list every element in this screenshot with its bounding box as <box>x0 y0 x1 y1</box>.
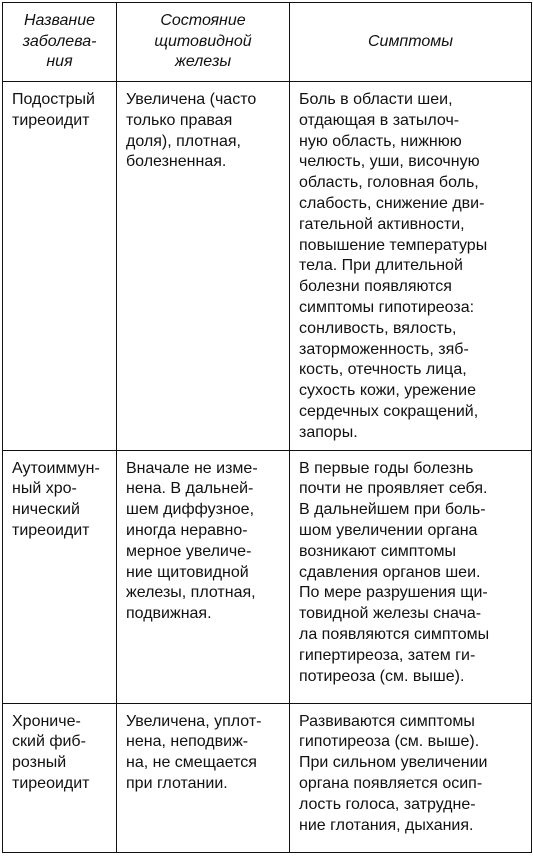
table-row <box>3 450 532 703</box>
table-row <box>3 82 532 451</box>
cell-gland-state: Увеличена (часто только правая доля), плотная, болезненная. <box>117 82 290 451</box>
table-row <box>3 703 532 852</box>
cell-symptoms: В первые годы болезнь почти не проявляет себя. В дальнейшем при боль- шом увеличении органа возникают симптомы сдавления органов шеи. По мере разрушения щи- товидной железы снача- ла появляются симптомы гипертиреоза, затем ги- потиреоза (см. выше). <box>290 450 532 703</box>
cell-disease-name: Хрониче- ский фиб- розный тиреоидит <box>3 703 117 852</box>
header-disease-name: Название заболева- ния <box>3 3 117 82</box>
table-header-row <box>3 3 532 82</box>
cell-gland-state: Вначале не изме- нена. В дальней- шем диффузное, иногда неравно- мерное увеличе- ние щитовидной железы, плотная, подвижная. <box>117 450 290 703</box>
cell-gland-state: Увеличена, уплот- нена, неподвиж- на, не смещается при глотании. <box>117 703 290 852</box>
header-symptoms: Симптомы <box>290 3 532 82</box>
cell-symptoms: Развиваются симптомы гипотиреоза (см. выше). При сильном увеличении органа появляется осип- лость голоса, затрудне- ние глотания, дыхания. <box>290 703 532 852</box>
cell-disease-name: Подострый тиреоидит <box>3 82 117 451</box>
header-gland-state: Состояние щитовидной железы <box>117 3 290 82</box>
cell-symptoms: Боль в области шеи, отдающая в затылоч- ную область, нижнюю челюсть, уши, височную область, головная боль, слабость, снижение дви- гательной активности, повышение температуры тела. При длительной болезни появляются симптомы гипотиреоза: сонливость, вялость, заторможенность, зяб- кость, отечность лица, сухость кожи, урежение сердечных сокращений, запоры. <box>290 82 532 451</box>
cell-disease-name: Аутоиммун- ный хро- нический тиреоидит <box>3 450 117 703</box>
thyroiditis-table <box>2 2 532 853</box>
